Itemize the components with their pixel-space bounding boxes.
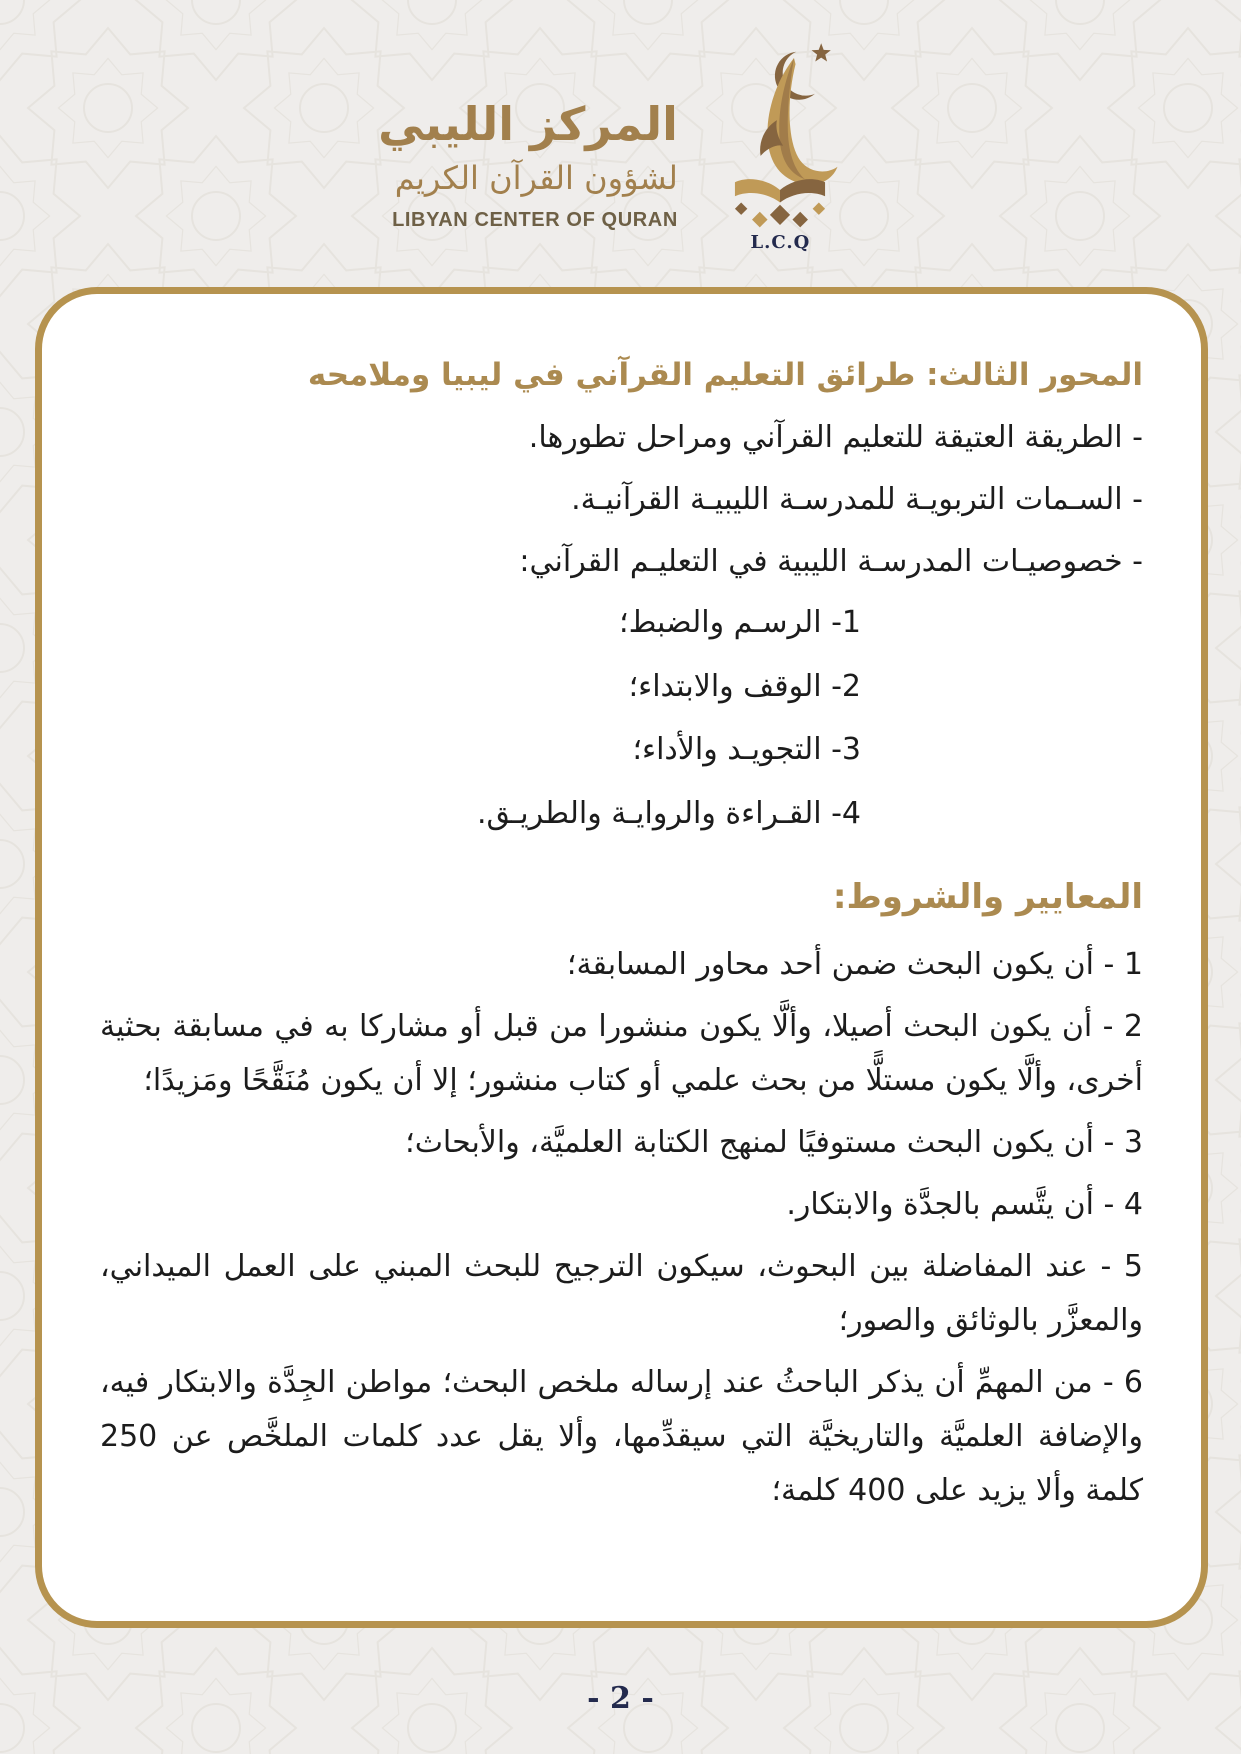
brand-arabic-subtitle: لشؤون القرآن الكريم (394, 158, 678, 197)
footer (0, 1681, 1241, 1716)
brand-arabic-title: المركز الليبي (378, 97, 678, 151)
axis-item-list (100, 415, 1143, 584)
criteria-item: 5 - عند المفاضلة بين البحوث، سيكون الترجيح للبحث المبني على العمل الميداني، والمعزَّر بالوثائق والصور؛ (100, 1248, 1143, 1338)
brand-english-title: LIBYAN CENTER OF QURAN (392, 209, 678, 232)
axis-subitem: 4- القـراءة والروايـة والطريـق. (476, 795, 861, 831)
axis-subitem-list (100, 601, 1143, 835)
axis-subitem: 3- التجويـد والأداء؛ (632, 732, 861, 768)
lcq-calligraphy-logo-icon (701, 30, 859, 232)
axis-item: - السـمات التربويـة للمدرسـة الليبيـة القرآنيـة. (571, 482, 1143, 518)
criteria-item: 6 - من المهمِّ أن يذكر الباحثُ عند إرساله ملخص البحث؛ مواطن الجِدَّة والابتكار فيه، والإضافة العلميَّة والتاريخيَّة التي سيقدِّمها، وألا يقل عدد كلمات الملخَّص عن 250 كلمة وألا يزيد على 400 كلمة؛ (100, 1364, 1143, 1508)
criteria-item-list (100, 938, 1143, 1518)
axis-subitem: 1- الرسـم والضبط؛ (619, 605, 861, 641)
axis-item: - خصوصيـات المدرسـة الليبية في التعليـم القرآني: (519, 544, 1143, 580)
criteria-item: 1 - أن يكون البحث ضمن أحد محاور المسابقة؛ (566, 946, 1143, 982)
page-number: - 2 - (587, 1681, 654, 1716)
header (0, 30, 1241, 253)
logo-caption: L.C.Q (750, 232, 811, 253)
criteria-item: 4 - أن يتَّسم بالجدَّة والابتكار. (786, 1186, 1143, 1222)
brand-text-block (378, 98, 678, 232)
content-box (35, 287, 1208, 1628)
criteria-item: 2 - أن يكون البحث أصيلا، وألَّا يكون منشورا من قبل أو مشاركا به في مسابقة بحثية أخرى، وألَّا يكون مستلًّا من بحث علمي أو كتاب منشور؛ إلا أن يكون مُنَقَّحًا ومَزيدًا؛ (100, 1008, 1143, 1098)
criteria-heading: المعايير والشروط: (832, 877, 1143, 918)
axis-subitem: 2- الوقف والابتداء؛ (628, 668, 861, 704)
axis-heading: المحور الثالث: طرائق التعليم القرآني في ليبيا وملامحه (307, 357, 1143, 393)
criteria-item: 3 - أن يكون البحث مستوفيًا لمنهج الكتابة العلميَّة، والأبحاث؛ (405, 1124, 1143, 1160)
axis-item: - الطريقة العتيقة للتعليم القرآني ومراحل تطورها. (528, 420, 1143, 456)
logo (698, 30, 863, 253)
